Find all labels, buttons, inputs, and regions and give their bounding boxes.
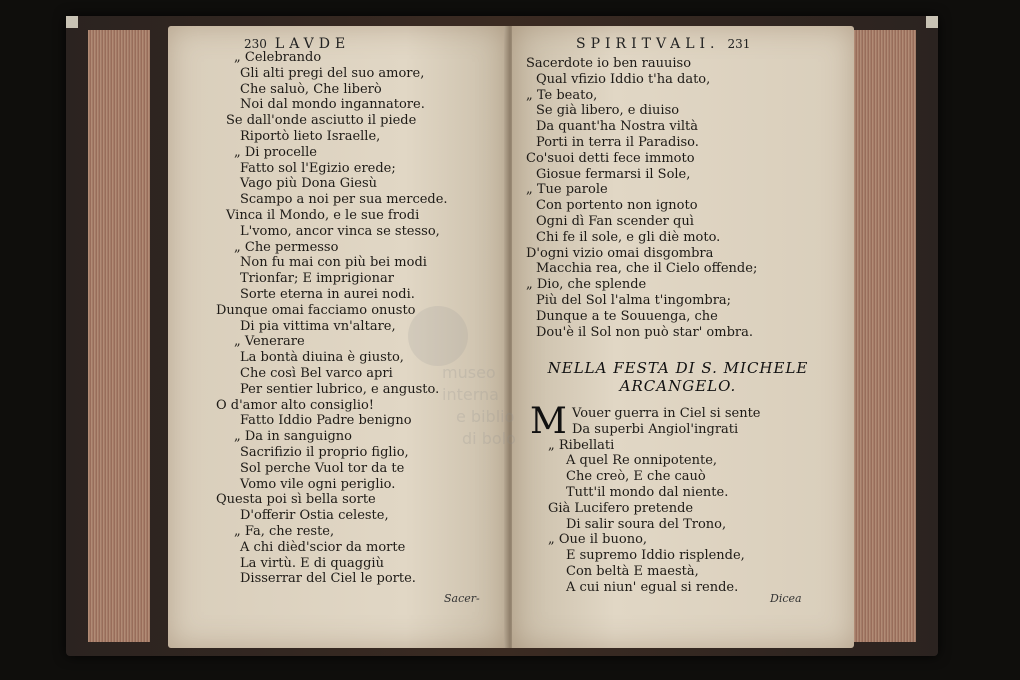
- verse-line: Chi fe il sole, e gli diè moto.: [536, 229, 721, 245]
- verse-line: „ Da in sanguigno: [234, 429, 353, 445]
- drop-cap: M: [530, 401, 567, 442]
- section-title-line2: ARCANGELO.: [619, 377, 737, 395]
- verse-line: La bontà diuina è giusto,: [240, 350, 404, 366]
- verse-line: Sacerdote io ben rauuiso: [526, 56, 692, 71]
- verse-line: A cui niun' egual si rende.: [566, 579, 739, 595]
- verse-line: Fatto sol l'Egizio erede;: [240, 160, 396, 176]
- verse-line: Sorte eterna in aurei nodi.: [240, 286, 415, 302]
- verse-line: Con beltà E maestà,: [566, 563, 699, 579]
- verse-line: Di salir soura del Trono,: [566, 516, 727, 532]
- verse-line: Se già libero, e diuiso: [536, 103, 680, 119]
- verse-line: Che saluò, Che liberò: [240, 81, 382, 97]
- verse-line: Vago più Dona Giesù: [240, 176, 377, 192]
- right-running-head: [576, 36, 758, 52]
- verse-line: Ogni dì Fan scender quì: [536, 213, 694, 229]
- left-head-text: LAVDE: [274, 36, 351, 52]
- watermark-line: e biblio: [456, 407, 515, 426]
- verse-line: „ Di procelle: [234, 144, 317, 160]
- verse-line: Co'suoi detti fece immoto: [526, 150, 695, 166]
- right-page-edges: [854, 30, 916, 642]
- verse-line: „ Ribellati: [548, 437, 615, 453]
- verse-line: Giosue fermarsi il Sole,: [536, 166, 691, 182]
- verse-line: Dunque omai facciamo onusto: [216, 302, 416, 318]
- verse-line: A chi dièd'scior da morte: [240, 539, 406, 555]
- verse-line: Non fu mai con più bei modi: [240, 255, 427, 271]
- verse-line: Trionfar; E imprigionar: [240, 271, 394, 287]
- verse-line: Sacrifizio il proprio figlio,: [240, 444, 409, 460]
- left-page: [168, 26, 508, 648]
- verse-line: A quel Re onnipotente,: [566, 453, 718, 469]
- verse-line: Dunque a te Souuenga, che: [536, 308, 718, 324]
- verse-line: Disserrar del Ciel le porte.: [240, 571, 416, 587]
- right-page: [442, 26, 854, 648]
- verse-line: Qual vfizio Iddio t'ha dato,: [536, 71, 711, 87]
- section-title-line1: NELLA FESTA DI S. MICHELE: [547, 359, 809, 377]
- left-page-number: 230: [244, 37, 267, 51]
- verse-line: „ Che permesso: [234, 239, 339, 255]
- watermark: [442, 362, 552, 450]
- verse-line: Con portento non ignoto: [536, 198, 698, 214]
- verse-line: „ Fa, che reste,: [234, 523, 335, 539]
- corner-protector: [926, 16, 938, 28]
- verse-line: „ Venerare: [234, 334, 305, 350]
- verse-line: Sol perche Vuol tor da te: [240, 460, 405, 476]
- left-catchword: Sacer-: [444, 592, 480, 605]
- left-page-edges: [88, 30, 150, 642]
- verse-line: Scampo a noi per sua mercede.: [240, 192, 448, 208]
- verse-line: Da quant'ha Nostra viltà: [536, 119, 699, 135]
- verse-line: O d'amor alto consiglio!: [216, 397, 375, 413]
- verse-line: „ Oue il buono,: [548, 532, 648, 548]
- verse-line: D'offerir Ostia celeste,: [240, 508, 389, 524]
- verse-line: „ Tue parole: [526, 182, 608, 198]
- verse-line: Che così Bel varco apri: [240, 365, 393, 381]
- right-verse-lines-bottom: [548, 406, 761, 596]
- verse-line: Da superbi Angiol'ingrati: [572, 421, 739, 437]
- verse-line: Dou'è il Sol non può star' ombra.: [536, 324, 753, 340]
- right-page-number: 231: [727, 37, 751, 51]
- verse-line: Che creò, E che cauò: [566, 469, 706, 485]
- verse-line: „ Te beato,: [526, 87, 598, 103]
- verse-line: Noi dal mondo ingannatore.: [240, 97, 425, 113]
- verse-line: Questa poi sì bella sorte: [216, 492, 376, 508]
- verse-line: La virtù. E di quaggiù: [240, 555, 384, 571]
- verse-line: Porti in terra il Paradiso.: [536, 134, 699, 150]
- verse-line: Riportò lieto Israelle,: [240, 128, 381, 144]
- verse-line: „ Celebrando: [234, 50, 322, 65]
- verse-line: Per sentier lubrico, e angusto.: [240, 381, 440, 397]
- verse-line: Tutt'il mondo dal niente.: [566, 484, 729, 500]
- verse-line: D'ogni vizio omai disgombra: [526, 245, 714, 261]
- verse-line: Già Lucifero pretende: [548, 500, 694, 516]
- verse-line: Gli alti pregi del suo amore,: [240, 65, 425, 81]
- verse-line: Vinca il Mondo, e le sue frodi: [226, 207, 420, 223]
- right-catchword: Dicea: [770, 592, 802, 605]
- corner-protector: [66, 16, 78, 28]
- verse-line: L'vomo, ancor vinca se stesso,: [240, 223, 440, 239]
- verse-line: Se dall'onde asciutto il piede: [226, 113, 417, 129]
- verse-line: Vomo vile ogni periglio.: [240, 476, 396, 492]
- watermark-line: museo interna: [442, 363, 499, 404]
- watermark-line: di bolo: [462, 429, 516, 448]
- right-head-text: SPIRITVALI.: [576, 36, 720, 52]
- library-stamp: [408, 306, 468, 366]
- verse-line: E supremo Iddio risplende,: [566, 548, 745, 564]
- verse-line: Vouer guerra in Ciel si sente: [572, 406, 761, 421]
- verse-line: Fatto Iddio Padre benigno: [240, 413, 412, 429]
- verse-line: Macchia rea, che il Cielo offende;: [536, 261, 758, 277]
- verse-line: Più del Sol l'alma t'ingombra;: [536, 292, 732, 308]
- verse-line: „ Dio, che splende: [526, 277, 647, 293]
- right-verse-lines-top: [526, 56, 757, 340]
- verse-line: Di pia vittima vn'altare,: [240, 318, 396, 334]
